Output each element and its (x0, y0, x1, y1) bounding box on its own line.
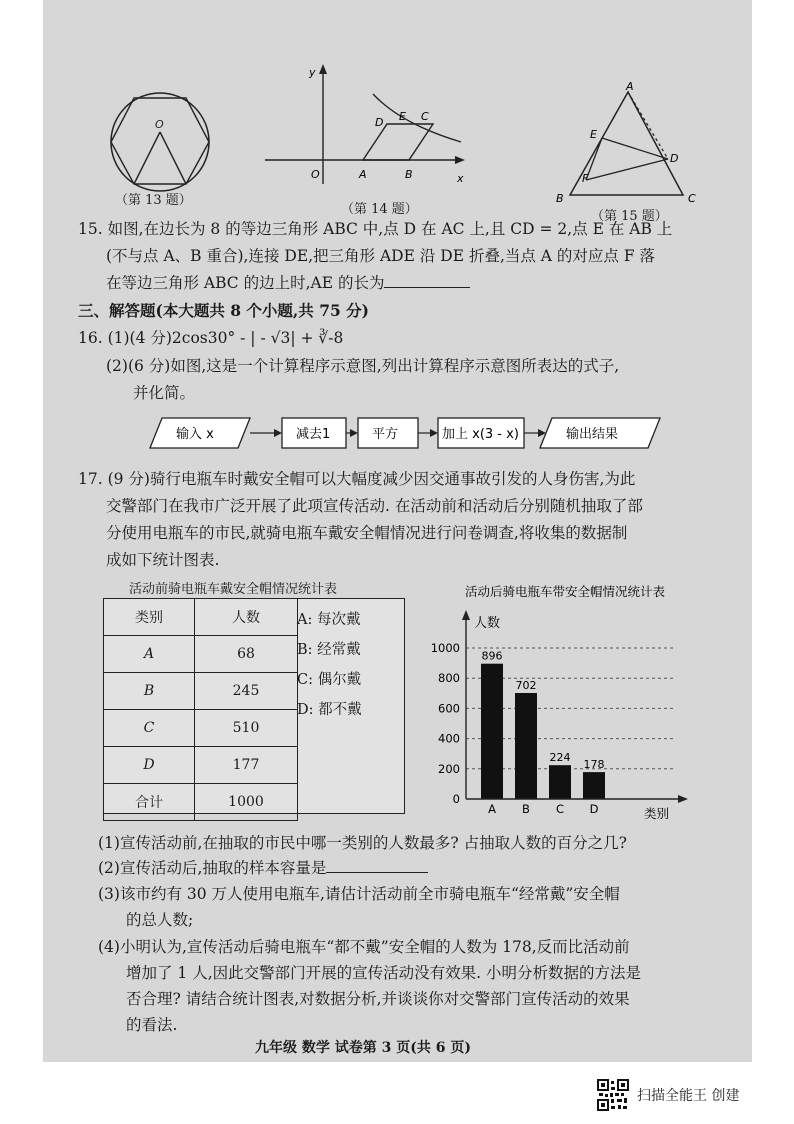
table-row (104, 747, 298, 784)
table-title: 活动前骑电瓶车戴安全帽情况统计表 (129, 582, 338, 597)
q17-sub3-line2: 的总人数; (126, 911, 194, 929)
bar-chart (418, 578, 718, 823)
chart-x-tick-label: A (488, 802, 496, 816)
fig13-hexagon (111, 98, 209, 184)
flow-step-3: 平方 (372, 427, 399, 442)
table-row (104, 673, 298, 710)
table-header-row (104, 599, 298, 636)
q17-sub4-line3: 否合理? 请结合统计图表,对数据分析,并谈谈你对交警部门宣传活动的效果 (126, 990, 630, 1008)
fig13-circle (111, 93, 209, 191)
table-row (104, 710, 298, 747)
chart-y-tick-label: 0 (452, 792, 460, 806)
section3-title: 三、解答题(本大题共 8 个小题,共 75 分) (78, 301, 370, 320)
table-cell-count: 510 (195, 710, 298, 747)
q15-line3-text: 在等边三角形 ABC 的边上时,AE 的长为 (106, 274, 385, 292)
flowchart (148, 410, 668, 455)
fig14-o: O (311, 168, 320, 181)
table-cell-category: B (104, 673, 195, 710)
flow-step-1: 输入 x (176, 427, 214, 442)
chart-y-tick-label: 800 (438, 671, 460, 686)
chart-y-tick-label: 600 (438, 701, 460, 716)
q17-sub3-line1: (3)该市约有 30 万人使用电瓶车,请估计活动前全市骑电瓶车“经常戴”安全帽 (98, 885, 620, 903)
q17-sub2-blank[interactable] (326, 856, 428, 873)
chart-data-label: 702 (515, 678, 537, 692)
fig13-center-label: O (155, 118, 164, 131)
chart-bar-b (515, 693, 537, 799)
fig14-parallelogram (363, 124, 433, 160)
fig13-caption: （第 13 题） (115, 193, 192, 208)
page-footer: 九年级 数学 试卷第 3 页(共 6 页) (255, 1040, 471, 1056)
chart-x-arrow (678, 795, 688, 803)
fig15-caption: （第 15 题） (591, 209, 668, 224)
chart-x-tick-label: B (522, 802, 530, 816)
table-cell-count: 1000 (195, 784, 298, 821)
q15-line1: 15. 如图,在边长为 8 的等边三角形 ABC 中,点 D 在 AC 上,且 CD = 2,点 E 在 AB 上 (78, 220, 673, 238)
legend-item-c: C: 偶尔戴 (297, 672, 362, 688)
legend-item-b: B: 经常戴 (297, 642, 361, 658)
chart-x-tick-label: D (589, 802, 599, 816)
chart-y-tick-label: 400 (438, 731, 460, 746)
table-total-row (104, 784, 298, 821)
chart-bar-a (481, 664, 503, 799)
table-legend (297, 605, 362, 725)
fig15-b: B (556, 192, 564, 205)
scanner-watermark (595, 1075, 785, 1115)
fig14-caption: （第 14 题） (341, 202, 418, 217)
chart-y-axis-label: 人数 (474, 616, 501, 631)
fig15-d: D (670, 152, 679, 165)
q16-part2-line2: 并化简。 (133, 384, 196, 402)
fig14-x: x (457, 172, 464, 185)
q15-answer-blank[interactable] (384, 271, 470, 288)
flow-step-2: 减去1 (296, 427, 331, 442)
fig14-a: A (359, 168, 367, 181)
chart-y-arrow (462, 610, 470, 620)
scanner-watermark-text: 扫描全能王 创建 (637, 1088, 740, 1104)
flow-step-5: 输出结果 (566, 427, 619, 442)
fig14-y: y (309, 66, 316, 79)
fig15-e: E (590, 128, 597, 141)
legend-item-d: D: 都不戴 (297, 702, 362, 718)
table-row (104, 636, 298, 673)
fig14-curve (373, 94, 461, 142)
table-cell-count: 68 (195, 636, 298, 673)
figure-13 (103, 90, 218, 205)
q16-part2-line1: (2)(6 分)如图,这是一个计算程序示意图,列出计算程序示意图所表达的式子, (106, 357, 620, 375)
chart-y-tick-label: 200 (438, 761, 460, 776)
chart-bar-c (549, 765, 571, 799)
q17-sub4-line1: (4)小明认为,宣传活动后骑电瓶车“都不戴”安全帽的人数为 178,反而比活动前 (98, 938, 630, 956)
q17-line4: 成如下统计图表. (106, 551, 220, 569)
q17-sub4-line4: 的看法. (126, 1016, 178, 1034)
q17-line1: 17. (9 分)骑行电瓶车时戴安全帽可以大幅度减少因交通事故引发的人身伤害,为此 (78, 470, 636, 488)
fig14-d: D (375, 116, 384, 129)
fig14-c: C (421, 110, 429, 123)
table-cell-count: 245 (195, 673, 298, 710)
figure-14 (261, 62, 471, 192)
q17-sub2 (98, 855, 428, 882)
table-cell-category: A (104, 636, 195, 673)
chart-data-label: 896 (481, 649, 503, 663)
q17-sub4-line2: 增加了 1 人,因此交警部门开展的宣传活动没有效果. 小明分析数据的方法是 (126, 964, 641, 982)
q17-sub1: (1)宣传活动前,在抽取的市民中哪一类别的人数最多? 占抽取人数的百分之几? (98, 834, 627, 852)
qr-code-icon (597, 1079, 629, 1111)
q15-line3 (106, 270, 470, 297)
table-header-category: 类别 (104, 599, 195, 636)
chart-x-axis-label: 类别 (644, 806, 670, 821)
chart-bar-d (583, 772, 605, 799)
q15-line2: (不与点 A、B 重合),连接 DE,把三角形 ADE 沿 DE 折叠,当点 A 的对应点 F 落 (106, 247, 656, 265)
fig14-e: E (399, 110, 406, 123)
q17-line3: 分使用电瓶车的市民,就骑电瓶车戴安全帽情况进行问卷调查,将收集的数据制 (106, 524, 628, 542)
q17-sub2-text: (2)宣传活动后,抽取的样本容量是 (98, 859, 327, 877)
q16-part1: 16. (1)(4 分)2cos30° - | - √3| + ∛-8 (78, 329, 344, 347)
flow-step-4: 加上 x(3 - x) (442, 427, 519, 442)
legend-item-a: A: 每次戴 (297, 612, 361, 628)
chart-data-label: 178 (583, 758, 605, 772)
table-cell-category: D (104, 747, 195, 784)
table-cell-count: 177 (195, 747, 298, 784)
table-cell-category: C (104, 710, 195, 747)
chart-y-tick-label: 1000 (430, 641, 460, 655)
table-header-count: 人数 (195, 599, 298, 636)
chart-x-tick-label: C (555, 802, 565, 816)
fig15-f: F (582, 172, 589, 185)
table-cell-category: 合计 (104, 784, 195, 821)
stats-table (103, 598, 298, 821)
q17-line2: 交警部门在我市广泛开展了此项宣传活动. 在活动前和活动后分别随机抽取了部 (106, 497, 643, 515)
fig15-c: C (688, 192, 696, 205)
fig14-b: B (405, 168, 413, 181)
chart-data-label: 224 (549, 751, 571, 765)
fig15-a: A (626, 80, 634, 93)
figure-15 (548, 80, 713, 205)
exam-page (43, 0, 752, 1062)
chart-title: 活动后骑电瓶车带安全帽情况统计表 (465, 584, 666, 599)
